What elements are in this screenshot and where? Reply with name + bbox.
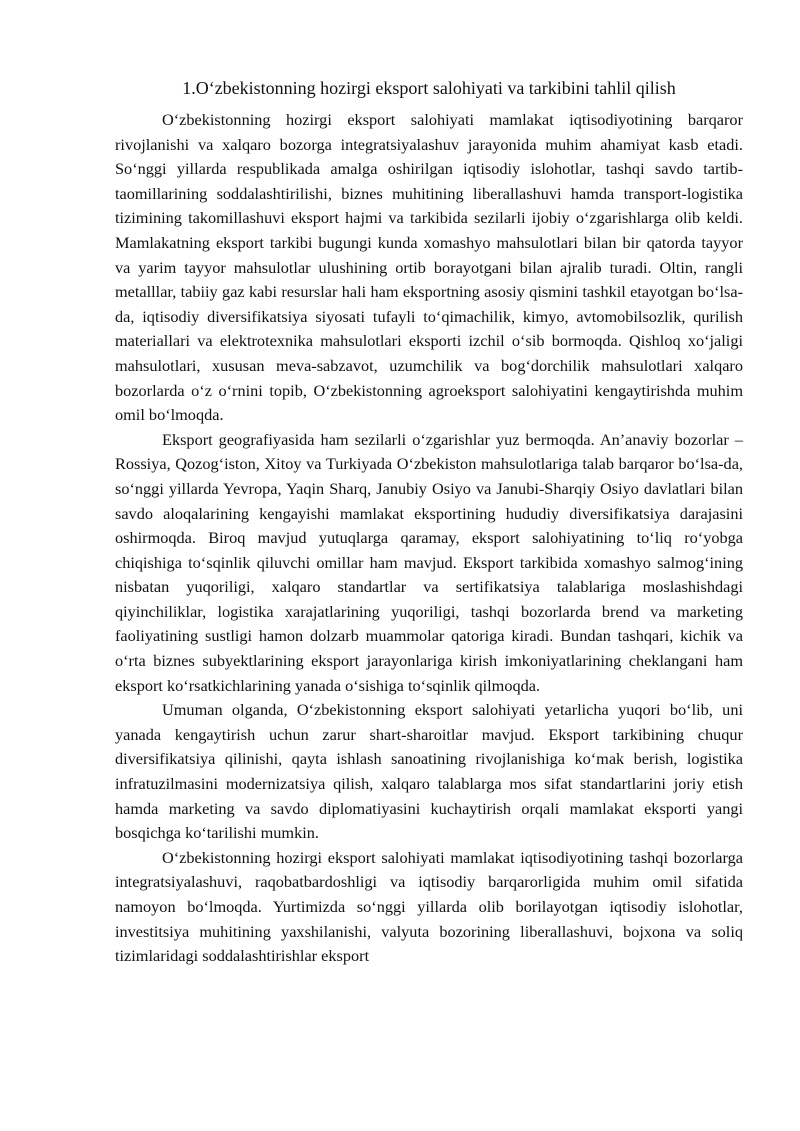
paragraph-2: Eksport geografiyasida ham sezilarli o‘zgarishlar yuz bermoqda. An’anaviy bozorlar – Rossiya, Qozog‘iston, Xitoy va Turkiyada O‘zbekiston mahsulotlariga talab barqaror bo‘lsa-da, so‘nggi yillarda Yevropa, Yaqin Sharq, Janubiy Osiyo va Janubi-Sharqiy Osiyo davlatlari bilan savdo aloqalarining kengayishi mamlakat eksportining hududiy diversifikatsiya darajasini oshirmoqda. Biroq mavjud yutuqlarga qaramay, eksport salohiyatining to‘liq ro‘yobga chiqishiga to‘sqinlik qiluvchi omillar ham mavjud. Eksport tarkibida xomashyo salmog‘ining nisbatan yuqoriligi, xalqaro standartlar va sertifikatsiya talablariga moslashishdagi qiyinchiliklar, logistika xarajatlarining yuqoriligi, tashqi bozorlarda brend va marketing faoliyatining sustligi hamon dolzarb muammolar qatoriga kiradi. Bundan tashqari, kichik va o‘rta biznes subyektlarining eksport jarayonlariga kirish imkoniyatlarining cheklangani ham eksport ko‘rsatkichlarining yanada o‘sishiga to‘sqinlik qilmoqda. [115, 429, 743, 695]
section-heading: 1.O‘zbekistonning hozirgi eksport salohiyati va tarkibini tahlil qilish [182, 78, 676, 98]
document-page [115, 74, 743, 969]
paragraph-3: Umuman olganda, O‘zbekistonning eksport salohiyati yetarlicha yuqori bo‘lib, uni yanada kengaytirish uchun zarur shart-sharoitlar mavjud. Eksport tarkibining chuqur diversifikatsiya qilinishi, qayta ishlash sanoatining rivojlanishiga ko‘mak berish, logistika infratuzilmasini modernizatsiya qilish, xalqaro talablarga mos sifat standartlarini joriy etish hamda marketing va savdo diplomatiyasini kuchaytirish orqali mamlakat eksporti yangi bosqichga ko‘tarilishi mumkin. [115, 700, 743, 843]
paragraph-4: O‘zbekistonning hozirgi eksport salohiyati mamlakat iqtisodiyotining tashqi bozorlarga integratsiyalashuvi, raqobatbardoshligi va iqtisodiy barqarorligida muhim omil sifatida namoyon bo‘lmoqda. Yurtimizda so‘nggi yillarda olib borilayotgan iqtisodiy islohotlar, investitsiya muhitining yaxshilanishi, valyuta bozorining liberallashuvi, bojxona va soliq tizimlaridagi soddalashtirishlar eksport [115, 847, 743, 966]
paragraph-1: O‘zbekistonning hozirgi eksport salohiyati mamlakat iqtisodiyotining barqaror rivojlanishi va xalqaro bozorga integratsiyalashuv jarayonida muhim ahamiyat kasb etadi. So‘nggi yillarda respublikada amalga oshirilgan iqtisodiy islohotlar, tashqi savdo tartib-taomillarining soddalashtirilishi, biznes muhitining liberallashuvi hamda transport-logistika tizimining takomillashuvi eksport hajmi va tarkibida sezilarli ijobiy o‘zgarishlarga olib keldi. Mamlakatning eksport tarkibi bugungi kunda xomashyo mahsulotlari bilan bir qatorda tayyor va yarim tayyor mahsulotlar ulushining ortib borayotgani bilan ajralib turadi. Oltin, rangli metalllar, tabiiy gaz kabi resurslar hali ham eksportning asosiy qismini tashkil etayotgan bo‘lsa-da, iqtisodiy diversifikatsiya siyosati tufayli to‘qimachilik, kimyo, avtomobilsozlik, qurilish materiallari va elektrotexnika mahsulotlari eksporti izchil o‘sib bormoqda. Qishloq xo‘jaligi mahsulotlari, xususan meva-sabzavot, uzumchilik va bog‘dorchilik mahsulotlari xalqaro bozorlarda o‘z o‘rnini topib, O‘zbekistonning agroeksport salohiyatini kengaytirishda muhim omil bo‘lmoqda. [115, 110, 743, 425]
